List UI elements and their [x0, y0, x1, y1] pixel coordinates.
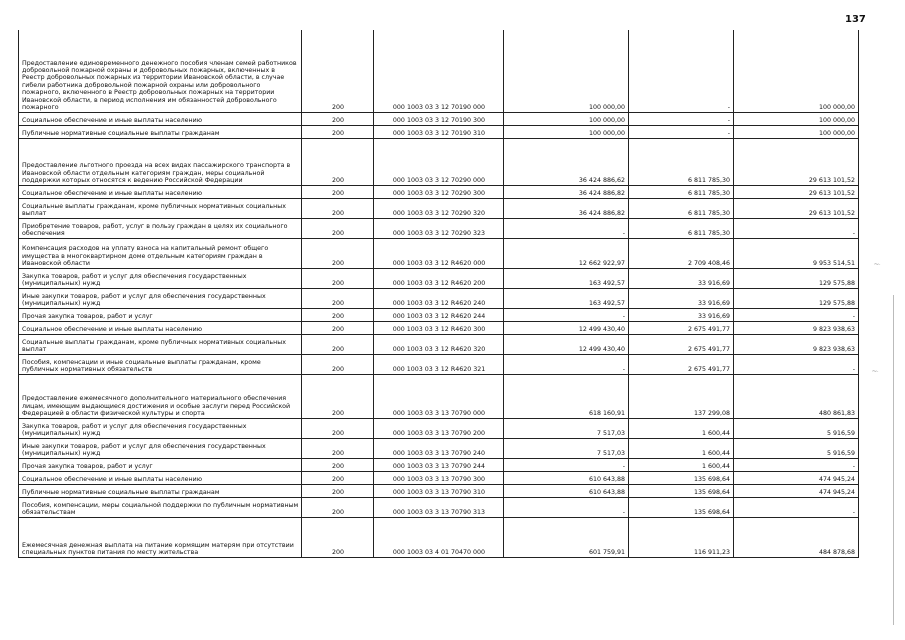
row-name-cell: Предоставление единовременного денежного пособия членам семей работников добровольной пожарной охраны и добровольных пожарных, включенных в Реестр добровольных пожарных из территории Ивановской области, в случае гибели работника добровольной пожарной охраны или добровольного пожарного, включенного в Реестр добровольных пожарных на территории Ивановской области, в период исполнения им обязанностей добровольного пожарного [19, 30, 302, 112]
row-name-cell: Иные закупки товаров, работ и услуг для обеспечения государственных (муниципальных) нужд [19, 438, 302, 458]
row-executed-cell: - [629, 112, 734, 125]
row-executed-cell: 1 600,44 [629, 458, 734, 471]
row-code-cell: 200 [302, 418, 374, 438]
row-name-cell: Социальное обеспечение и иные выплаты населению [19, 112, 302, 125]
row-executed-cell: 6 811 785,30 [629, 218, 734, 238]
table-row [19, 112, 859, 125]
table-row [19, 138, 859, 185]
row-kbk-cell: 000 1003 03 3 12 70190 300 [374, 112, 504, 125]
row-approved-cell: 100 000,00 [504, 125, 629, 138]
row-code-cell: 200 [302, 484, 374, 497]
row-code-cell: 200 [302, 30, 374, 112]
row-code-cell: 200 [302, 125, 374, 138]
row-approved-cell: 100 000,00 [504, 112, 629, 125]
row-kbk-cell: 000 1003 03 4 01 70470 000 [374, 517, 504, 557]
row-code-cell: 200 [302, 354, 374, 374]
row-executed-cell: 135 698,64 [629, 497, 734, 517]
row-approved-cell: - [504, 354, 629, 374]
table-row [19, 471, 859, 484]
row-kbk-cell: 000 1003 03 3 12 R4620 244 [374, 308, 504, 321]
table-row [19, 497, 859, 517]
row-code-cell: 200 [302, 138, 374, 185]
row-unexecuted-cell: 5 916,59 [734, 438, 859, 458]
row-unexecuted-cell: 9 953 514,51 [734, 238, 859, 268]
row-name-cell: Пособия, компенсации и иные социальные выплаты гражданам, кроме публичных нормативных обязательств [19, 354, 302, 374]
row-unexecuted-cell: 100 000,00 [734, 125, 859, 138]
table-row [19, 418, 859, 438]
row-approved-cell: 12 499 430,40 [504, 321, 629, 334]
row-executed-cell: 2 675 491,77 [629, 321, 734, 334]
table-row [19, 185, 859, 198]
table-row [19, 288, 859, 308]
row-unexecuted-cell: 100 000,00 [734, 112, 859, 125]
row-approved-cell: 7 517,03 [504, 438, 629, 458]
row-executed-cell: 2 709 408,46 [629, 238, 734, 268]
row-unexecuted-cell: - [734, 308, 859, 321]
row-executed-cell: 1 600,44 [629, 438, 734, 458]
row-unexecuted-cell: 9 823 938,63 [734, 334, 859, 354]
row-kbk-cell: 000 1003 03 3 12 R4620 320 [374, 334, 504, 354]
row-code-cell: 200 [302, 308, 374, 321]
row-unexecuted-cell: 480 861,83 [734, 374, 859, 418]
row-name-cell: Ежемесячная денежная выплата на питание кормящим матерям при отсутствии специальных пунктов питания по месту жительства [19, 517, 302, 557]
table-row [19, 308, 859, 321]
row-approved-cell: 12 499 430,40 [504, 334, 629, 354]
table-row [19, 218, 859, 238]
row-code-cell: 200 [302, 238, 374, 268]
row-executed-cell: 137 299,08 [629, 374, 734, 418]
table-row [19, 268, 859, 288]
row-approved-cell: 618 160,91 [504, 374, 629, 418]
row-code-cell: 200 [302, 321, 374, 334]
row-executed-cell: 116 911,23 [629, 517, 734, 557]
table-row [19, 374, 859, 418]
row-name-cell: Прочая закупка товаров, работ и услуг [19, 308, 302, 321]
row-code-cell: 200 [302, 185, 374, 198]
row-executed-cell: 2 675 491,77 [629, 334, 734, 354]
row-approved-cell: - [504, 458, 629, 471]
row-code-cell: 200 [302, 517, 374, 557]
row-unexecuted-cell: 29 613 101,52 [734, 198, 859, 218]
row-name-cell: Закупка товаров, работ и услуг для обеспечения государственных (муниципальных) нужд [19, 268, 302, 288]
row-name-cell: Социальное обеспечение и иные выплаты населению [19, 321, 302, 334]
row-executed-cell: 6 811 785,30 [629, 138, 734, 185]
row-unexecuted-cell: 9 823 938,63 [734, 321, 859, 334]
row-name-cell: Иные закупки товаров, работ и услуг для обеспечения государственных (муниципальных) нужд [19, 288, 302, 308]
row-code-cell: 200 [302, 438, 374, 458]
row-name-cell: Социальное обеспечение и иные выплаты населению [19, 471, 302, 484]
row-executed-cell: 33 916,69 [629, 308, 734, 321]
row-executed-cell: 6 811 785,30 [629, 198, 734, 218]
row-unexecuted-cell: 100 000,00 [734, 30, 859, 112]
row-name-cell: Пособия, компенсации, меры социальной поддержки по публичным нормативным обязательствам [19, 497, 302, 517]
row-code-cell: 200 [302, 334, 374, 354]
table-row [19, 334, 859, 354]
row-approved-cell: 610 643,88 [504, 484, 629, 497]
row-unexecuted-cell: - [734, 218, 859, 238]
row-code-cell: 200 [302, 458, 374, 471]
margin-mark: ⁓· [874, 262, 881, 268]
row-name-cell: Прочая закупка товаров, работ и услуг [19, 458, 302, 471]
table-row [19, 354, 859, 374]
margin-mark: ⁓· [872, 369, 879, 375]
row-unexecuted-cell: 474 945,24 [734, 484, 859, 497]
row-kbk-cell: 000 1003 03 3 12 R4620 321 [374, 354, 504, 374]
row-executed-cell: 33 916,69 [629, 268, 734, 288]
row-name-cell: Предоставление льготного проезда на всех видах пассажирского транспорта в Ивановской области отдельным категориям граждан, меры социальной поддержки которых относятся к ведению Российской Федерации [19, 138, 302, 185]
scan-edge-line [893, 295, 894, 625]
row-kbk-cell: 000 1003 03 3 13 70790 000 [374, 374, 504, 418]
row-code-cell: 200 [302, 288, 374, 308]
row-unexecuted-cell: - [734, 354, 859, 374]
row-kbk-cell: 000 1003 03 3 12 70190 000 [374, 30, 504, 112]
row-code-cell: 200 [302, 112, 374, 125]
row-name-cell: Компенсация расходов на уплату взноса на капитальный ремонт общего имущества в многоквартирном доме отдельным категориям граждан в Ивановской области [19, 238, 302, 268]
row-kbk-cell: 000 1003 03 3 12 70190 310 [374, 125, 504, 138]
row-kbk-cell: 000 1003 03 3 12 70290 300 [374, 185, 504, 198]
row-code-cell: 200 [302, 471, 374, 484]
row-kbk-cell: 000 1003 03 3 12 R4620 240 [374, 288, 504, 308]
row-kbk-cell: 000 1003 03 3 12 70290 000 [374, 138, 504, 185]
row-name-cell: Закупка товаров, работ и услуг для обеспечения государственных (муниципальных) нужд [19, 418, 302, 438]
row-executed-cell: 135 698,64 [629, 471, 734, 484]
row-kbk-cell: 000 1003 03 3 13 70790 313 [374, 497, 504, 517]
row-approved-cell: - [504, 218, 629, 238]
row-approved-cell: - [504, 497, 629, 517]
row-code-cell: 200 [302, 497, 374, 517]
table-row [19, 517, 859, 557]
row-approved-cell: 163 492,57 [504, 288, 629, 308]
row-kbk-cell: 000 1003 03 3 12 R4620 200 [374, 268, 504, 288]
row-name-cell: Предоставление ежемесячного дополнительного материального обеспечения лицам, имеющим выдающиеся достижения и особые заслуги перед Российской Федерацией в области физической культуры и спорта [19, 374, 302, 418]
row-approved-cell: 36 424 886,82 [504, 185, 629, 198]
table-row [19, 238, 859, 268]
row-kbk-cell: 000 1003 03 3 13 70790 244 [374, 458, 504, 471]
table-row [19, 484, 859, 497]
row-name-cell: Социальные выплаты гражданам, кроме публичных нормативных социальных выплат [19, 198, 302, 218]
row-name-cell: Публичные нормативные социальные выплаты гражданам [19, 125, 302, 138]
row-name-cell: Социальное обеспечение и иные выплаты населению [19, 185, 302, 198]
row-approved-cell: 12 662 922,97 [504, 238, 629, 268]
row-unexecuted-cell: - [734, 458, 859, 471]
row-unexecuted-cell: - [734, 497, 859, 517]
row-code-cell: 200 [302, 268, 374, 288]
table-row [19, 198, 859, 218]
row-kbk-cell: 000 1003 03 3 12 70290 323 [374, 218, 504, 238]
row-approved-cell: 36 424 886,62 [504, 138, 629, 185]
row-unexecuted-cell: 474 945,24 [734, 471, 859, 484]
table-row [19, 438, 859, 458]
row-executed-cell: 33 916,69 [629, 288, 734, 308]
row-kbk-cell: 000 1003 03 3 13 70790 300 [374, 471, 504, 484]
row-executed-cell: 6 811 785,30 [629, 185, 734, 198]
row-executed-cell: 2 675 491,77 [629, 354, 734, 374]
page-number: 137 [845, 14, 866, 25]
row-unexecuted-cell: 29 613 101,52 [734, 138, 859, 185]
table-row [19, 458, 859, 471]
row-name-cell: Социальные выплаты гражданам, кроме публичных нормативных социальных выплат [19, 334, 302, 354]
row-kbk-cell: 000 1003 03 3 12 R4620 300 [374, 321, 504, 334]
row-approved-cell: 163 492,57 [504, 268, 629, 288]
row-approved-cell: 100 000,00 [504, 30, 629, 112]
row-code-cell: 200 [302, 218, 374, 238]
row-executed-cell: - [629, 125, 734, 138]
row-approved-cell: 7 517,03 [504, 418, 629, 438]
row-kbk-cell: 000 1003 03 3 12 R4620 000 [374, 238, 504, 268]
row-approved-cell: 36 424 886,82 [504, 198, 629, 218]
row-unexecuted-cell: 29 613 101,52 [734, 185, 859, 198]
row-unexecuted-cell: 484 878,68 [734, 517, 859, 557]
row-approved-cell: 610 643,88 [504, 471, 629, 484]
row-approved-cell: - [504, 308, 629, 321]
budget-table-body [19, 30, 859, 557]
row-approved-cell: 601 759,91 [504, 517, 629, 557]
row-code-cell: 200 [302, 198, 374, 218]
row-code-cell: 200 [302, 374, 374, 418]
row-name-cell: Приобретение товаров, работ, услуг в пользу граждан в целях их социального обеспечения [19, 218, 302, 238]
row-executed-cell: 1 600,44 [629, 418, 734, 438]
row-kbk-cell: 000 1003 03 3 13 70790 200 [374, 418, 504, 438]
table-row [19, 125, 859, 138]
row-name-cell: Публичные нормативные социальные выплаты гражданам [19, 484, 302, 497]
table-row [19, 321, 859, 334]
row-kbk-cell: 000 1003 03 3 12 70290 320 [374, 198, 504, 218]
row-executed-cell: 135 698,64 [629, 484, 734, 497]
budget-table [18, 30, 859, 558]
row-kbk-cell: 000 1003 03 3 13 70790 240 [374, 438, 504, 458]
row-unexecuted-cell: 129 575,88 [734, 268, 859, 288]
row-executed-cell: - [629, 30, 734, 112]
row-unexecuted-cell: 129 575,88 [734, 288, 859, 308]
row-unexecuted-cell: 5 916,59 [734, 418, 859, 438]
row-kbk-cell: 000 1003 03 3 13 70790 310 [374, 484, 504, 497]
table-row [19, 30, 859, 112]
